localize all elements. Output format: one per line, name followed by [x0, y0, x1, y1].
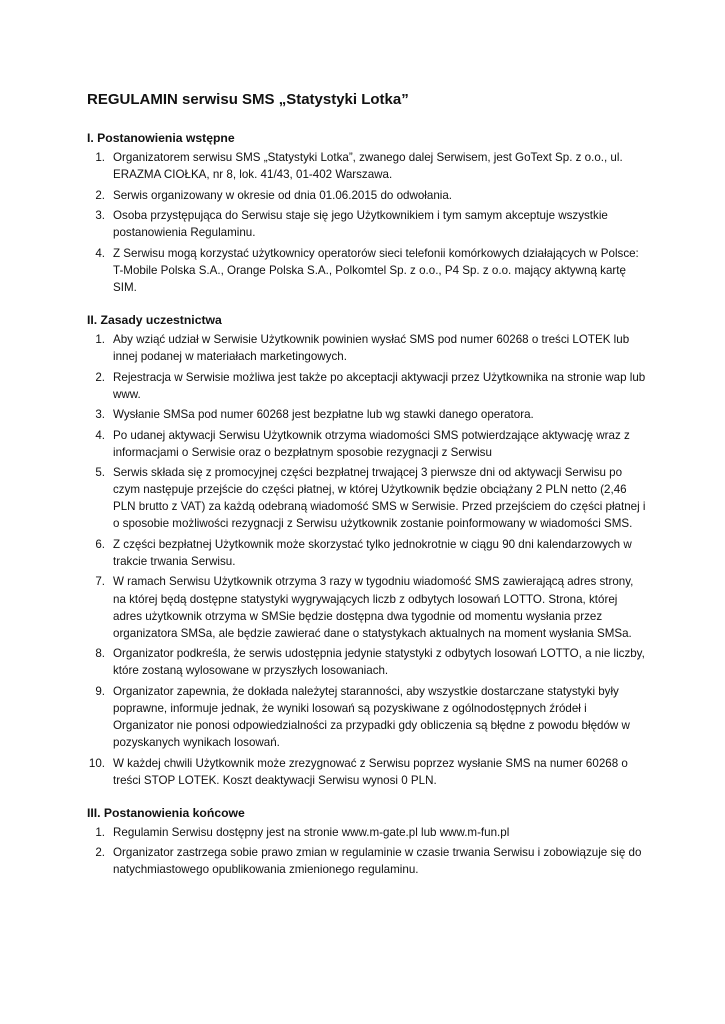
list-item-text: Z części bezpłatnej Użytkownik może skorzystać tylko jednokrotnie w ciągu 90 dni kalendarzowych w trakcie trwania Serwisu.	[113, 537, 632, 568]
list-item	[87, 427, 647, 461]
list-item-number: 2.	[95, 370, 105, 384]
list-item-text: Rejestracja w Serwisie możliwa jest także po akceptacji aktywacji przez Użytkownika na stronie wap lub www.	[113, 370, 646, 401]
list-item-text: Aby wziąć udział w Serwisie Użytkownik powinien wysłać SMS pod numer 60268 o treści LOTEK lub innej podanej w materiałach marketingowych.	[113, 332, 630, 364]
section	[87, 130, 647, 296]
list-item-text: Wysłanie SMSa pod numer 60268 jest bezpłatne lub wg stawki danego operatora.	[113, 408, 534, 422]
list-item-text: Organizator zapewnia, że dokłada należytej staranności, aby wszystkie dostarczane statystyki były poprawne, informuje jednak, że wyniki losowań są pozyskiwane z ogólnodostępnych źródeł i Organizator nie ponosi odpowiedzialności za przypadki gdy obliczenia są błędne z powodu błędów w pozyskanych wynikach losowań.	[113, 684, 630, 750]
list-item	[87, 406, 647, 423]
document-title: REGULAMIN serwisu SMS „Statystyki Lotka”	[87, 91, 409, 108]
sections-container	[87, 130, 647, 878]
list-item-number: 4.	[95, 246, 105, 260]
list-item-number: 9.	[95, 684, 105, 698]
list-item-text: Osoba przystępująca do Serwisu staje się jego Użytkownikiem i tym samym akceptuje wszystkie postanowienia Regulaminu.	[113, 209, 608, 240]
list-item	[87, 755, 647, 789]
numbered-list	[87, 149, 647, 296]
list-item	[87, 645, 647, 679]
list-item	[87, 683, 647, 751]
list-item	[87, 245, 647, 296]
list-item-number: 10.	[88, 756, 105, 770]
list-item	[87, 824, 647, 841]
list-item-number: 1.	[95, 332, 105, 346]
list-item-number: 4.	[95, 428, 105, 442]
list-item-number: 3.	[95, 209, 105, 223]
list-item-text: Organizatorem serwisu SMS „Statystyki Lotka”, zwanego dalej Serwisem, jest GoText Sp. z o.o., ul. ERAZMA CIOŁKA, nr 8, lok. 41/43, 01-402 Warszawa.	[113, 151, 623, 182]
section	[87, 312, 647, 789]
list-item-text: W ramach Serwisu Użytkownik otrzyma 3 razy w tygodniu wiadomość SMS zawierającą adres strony, na której będą dostępne statystyki wygrywających liczb z odbytych losowań LOTTO. Strona, której adres użytkownik otrzyma w SMSie będzie dostępna dwa tygodnie od momentu wysłania przez organizatora SMSa, ale będzie zawierać dane o statystykach aktualnych na moment wysłania SMSa.	[113, 575, 634, 640]
list-item-number: 8.	[95, 647, 105, 661]
list-item-number: 1.	[95, 151, 105, 164]
list-item-text: Z Serwisu mogą korzystać użytkownicy operatorów sieci telefonii komórkowych działających w Polsce: T-Mobile Polska S.A., Orange Polska S.A., Polkomtel Sp. z o.o., P4 Sp. z o.o. mający aktywną kartę SIM.	[113, 246, 639, 294]
list-item-text: Regulamin Serwisu dostępny jest na stronie www.m-gate.pl lub www.m-fun.pl	[113, 825, 510, 839]
list-item-number: 2.	[95, 846, 105, 860]
list-item-number: 7.	[95, 575, 105, 589]
list-item-text: W każdej chwili Użytkownik może zrezygnować z Serwisu poprzez wysłanie SMS na numer 60268 o treści STOP LOTEK. Koszt deaktywacji Serwisu wynosi 0 PLN.	[113, 756, 628, 787]
list-item-number: 1.	[95, 825, 105, 839]
list-item-text: Organizator podkreśla, że serwis udostępnia jedynie statystyki z odbytych losowań LOTTO, a nie liczby, które zostaną wylosowane w przyszłych losowaniach.	[113, 647, 645, 678]
numbered-list	[87, 331, 647, 789]
section-heading: II. Zasady uczestnictwa	[87, 312, 222, 327]
list-item-text: Po udanej aktywacji Serwisu Użytkownik otrzyma wiadomości SMS potwierdzające aktywację wraz z informacjami o Serwisie oraz o bezpłatnym sposobie rezygnacji z Serwisu	[113, 428, 630, 459]
list-item	[87, 573, 647, 641]
section-heading: I. Postanowienia wstępne	[87, 131, 235, 145]
list-item-text: Serwis składa się z promocyjnej części bezpłatnej trwającej 3 pierwsze dni od aktywacji Serwisu po czym następuje przejście do części płatnej, w której Użytkownik będzie obciążany 2 PLN netto (2,46 PLN brutto z VAT) za każdą odebraną wiadomość SMS w Serwisie. Przed przejściem do części płatnej i o sposobie możliwości rezygnacji z Serwisu użytkownik zostanie poinformowany w wiadomości SMS.	[113, 466, 646, 531]
list-item-number: 5.	[95, 466, 105, 480]
list-item	[87, 844, 647, 878]
list-item-number: 3.	[95, 408, 105, 422]
list-item-number: 6.	[95, 537, 105, 551]
section-heading: III. Postanowienia końcowe	[87, 805, 245, 820]
numbered-list	[87, 824, 647, 879]
document-page	[87, 90, 647, 894]
list-item	[87, 536, 647, 570]
list-item	[87, 331, 647, 365]
list-item-number: 2.	[95, 188, 105, 202]
section	[87, 805, 647, 879]
list-item	[87, 207, 647, 241]
list-item	[87, 149, 647, 183]
list-item	[87, 187, 647, 204]
list-item-text: Organizator zastrzega sobie prawo zmian w regulaminie w czasie trwania Serwisu i zobowiązuje się do natychmiastowego opublikowania zmienionego regulaminu.	[113, 846, 642, 877]
list-item	[87, 464, 647, 532]
list-item	[87, 369, 647, 403]
list-item-text: Serwis organizowany w okresie od dnia 01.06.2015 do odwołania.	[113, 188, 453, 202]
